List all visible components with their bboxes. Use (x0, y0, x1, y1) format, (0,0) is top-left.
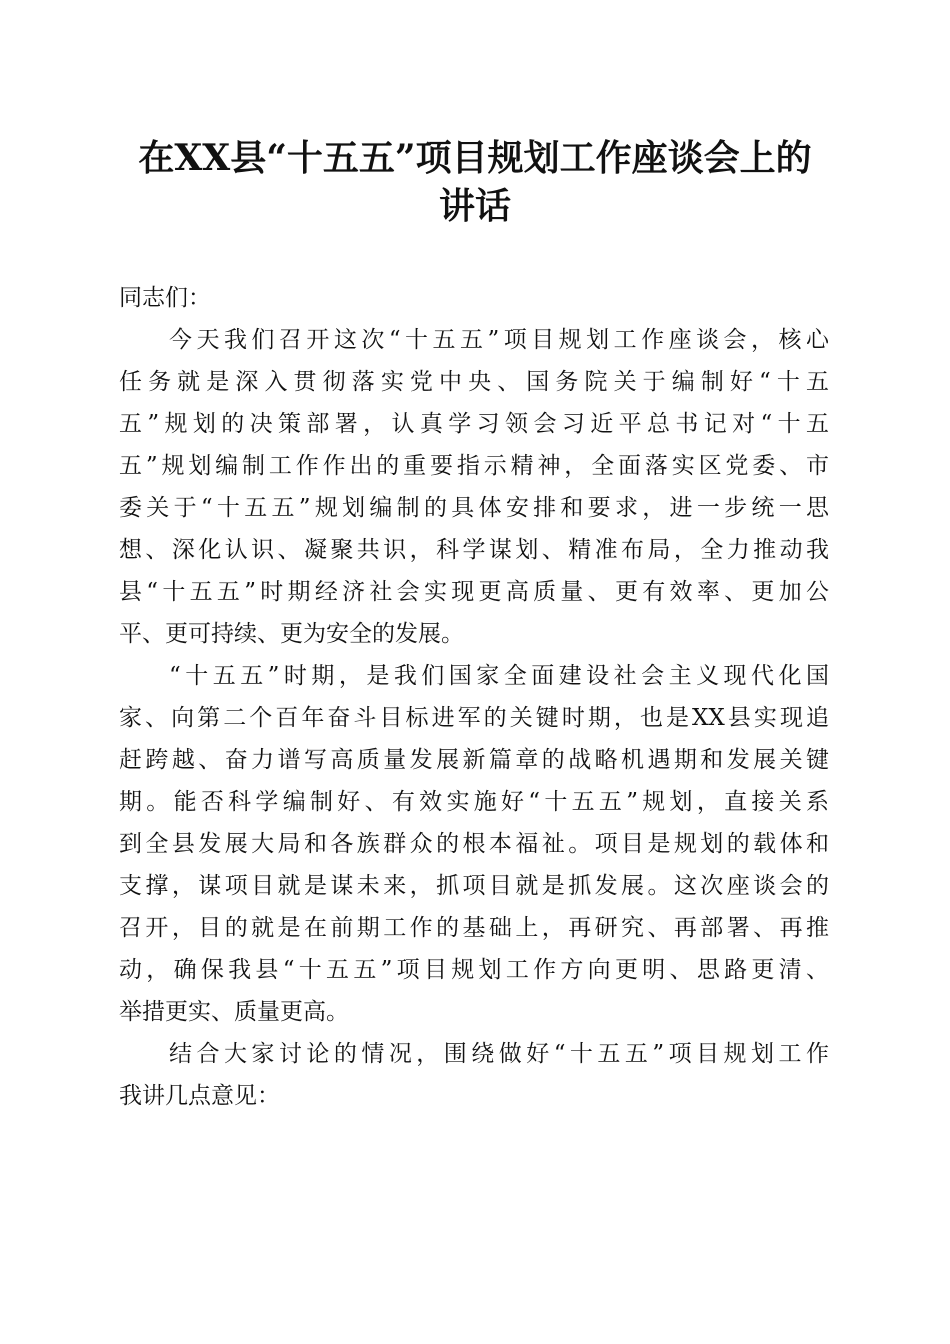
document-body (119, 277, 829, 1117)
paragraph-1-line: 委关于“十五五”规划编制的具体安排和要求，进一步统一思 (119, 495, 829, 521)
paragraph-3-line: 我讲几点意见： (119, 1083, 280, 1109)
paragraph-3-line: 结合大家讨论的情况，围绕做好“十五五”项目规划工作 (169, 1041, 829, 1067)
paragraph-1-line: 县“十五五”时期经济社会实现更高质量、更有效率、更加公 (119, 579, 829, 605)
document-title-line-2: 讲话 (438, 185, 511, 227)
paragraph-1-line: 五”规划编制工作作出的重要指示精神，全面落实区党委、市 (119, 453, 829, 479)
paragraph-2-line: 举措更实、质量更高。 (119, 999, 349, 1025)
paragraph-2-line: 到全县发展大局和各族群众的根本福祉。项目是规划的载体和 (119, 831, 829, 857)
paragraph-1-line: 任务就是深入贯彻落实党中央、国务院关于编制好“十五 (119, 369, 829, 395)
paragraph-2-line: “十五五”时期，是我们国家全面建设社会主义现代化国 (169, 663, 829, 689)
paragraph-2-line: 家、向第二个百年奋斗目标进军的关键时期，也是XX县实现追 (119, 705, 829, 731)
salutation: 同志们： (119, 285, 211, 311)
paragraph-2-line: 召开，目的就是在前期工作的基础上，再研究、再部署、再推 (119, 915, 829, 941)
paragraph-2-line: 动，确保我县“十五五”项目规划工作方向更明、思路更清、 (119, 957, 829, 983)
paragraph-2-line: 期。能否科学编制好、有效实施好“十五五”规划，直接关系 (119, 789, 829, 815)
paragraph-2-line: 赶跨越、奋力谱写高质量发展新篇章的战略机遇期和发展关键 (119, 747, 829, 773)
paragraph-1-line: 五”规划的决策部署，认真学习领会习近平总书记对“十五 (119, 411, 829, 437)
paragraph-1-line: 平、更可持续、更为安全的发展。 (119, 621, 464, 647)
document-title-line-1: 在XX县“十五五”项目规划工作座谈会上的 (138, 137, 812, 179)
paragraph-1-line: 今天我们召开这次“十五五”项目规划工作座谈会，核心 (169, 327, 829, 353)
paragraph-2-line: 支撑，谋项目就是谋未来，抓项目就是抓发展。这次座谈会的 (119, 873, 829, 899)
paragraph-1-line: 想、深化认识、凝聚共识，科学谋划、精准布局，全力推动我 (119, 537, 829, 563)
